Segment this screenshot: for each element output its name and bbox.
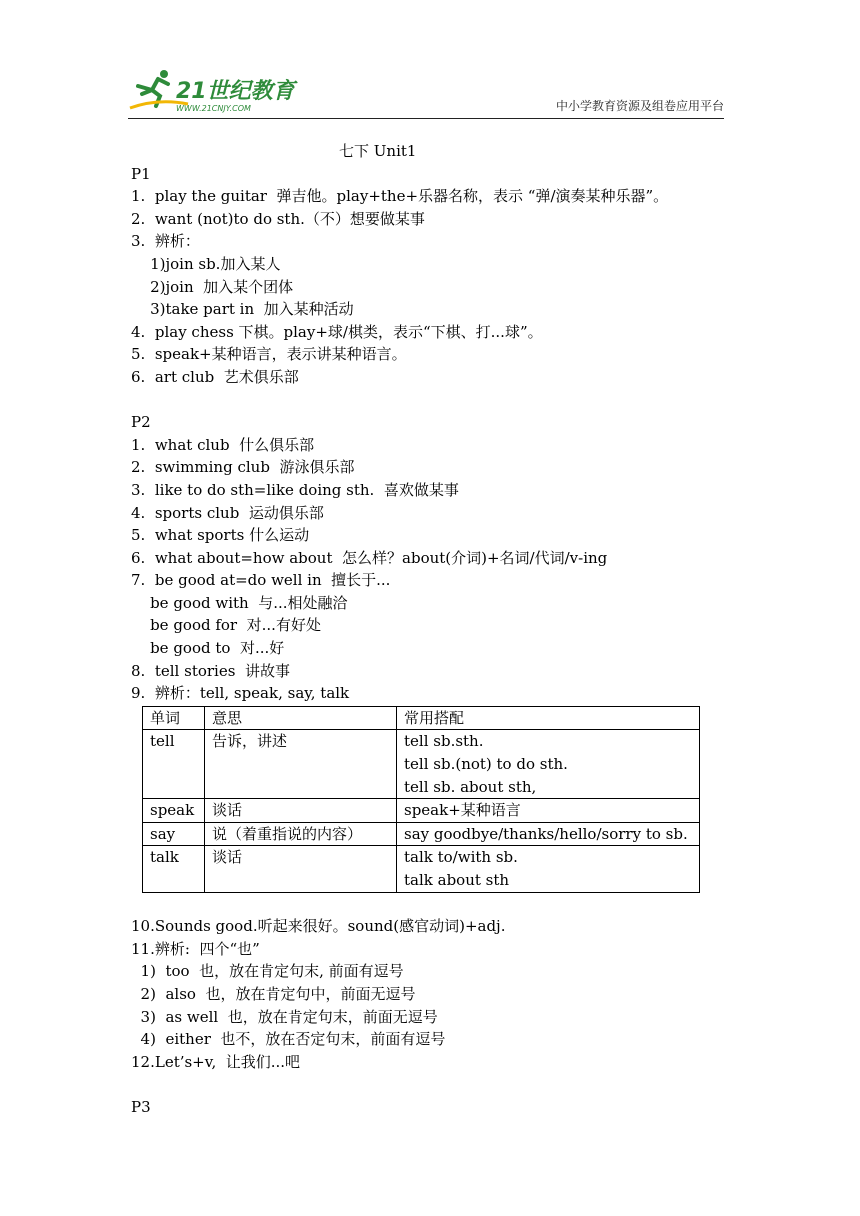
- text-line: 2) also 也，放在肯定句中，前面无逗号: [131, 984, 416, 1003]
- text-line: 7. be good at=do well in 擅长于...: [131, 571, 391, 590]
- usage-line: tell sb.sth.: [404, 732, 484, 751]
- text-line: 2)join 加入某个团体: [131, 277, 294, 296]
- document-body: [131, 140, 731, 1119]
- platform-name: 中小学教育资源及组卷应用平台: [555, 99, 724, 113]
- section-p1: [131, 185, 731, 388]
- svg-text:WWW.21CNJY.COM: WWW.21CNJY.COM: [176, 104, 251, 113]
- section-p2: [131, 434, 731, 705]
- cell-meaning: 说（着重指说的内容）: [205, 822, 397, 846]
- cell-meaning: 谈话: [205, 799, 397, 823]
- usage-line: tell sb.(not) to do sth.: [404, 755, 568, 774]
- spacer: [131, 893, 731, 916]
- cell-word: say: [143, 822, 205, 846]
- text-line: 3)take part in 加入某种活动: [131, 300, 354, 319]
- cell-usage: [397, 846, 700, 892]
- table-header-word: 单词: [143, 706, 205, 730]
- text-line: 3. 辨析：: [131, 232, 200, 251]
- logo-21cnjy: [128, 68, 298, 114]
- text-line: 1)join sb.加入某人: [131, 254, 281, 273]
- cell-word: talk: [143, 846, 205, 892]
- cell-meaning: 谈话: [205, 846, 397, 892]
- text-line: 12.Let’s+v, 让我们...吧: [131, 1052, 301, 1071]
- section-label-p2: P2: [131, 413, 151, 432]
- text-line: 1) too 也，放在肯定句末, 前面有逗号: [131, 962, 404, 981]
- text-line: be good to 对...好: [131, 639, 285, 658]
- text-line: 8. tell stories 讲故事: [131, 661, 290, 680]
- text-line: 9. 辨析：tell, speak, say, talk: [131, 684, 350, 703]
- usage-line: speak+某种语言: [404, 801, 521, 820]
- text-line: 3. like to do sth=like doing sth. 喜欢做某事: [131, 480, 459, 499]
- section-label-p1: P1: [131, 164, 151, 183]
- usage-line: tell sb. about sth,: [404, 777, 537, 796]
- text-line: 4. play chess 下棋。play+球/棋类，表示“下棋、打...球”。: [131, 322, 543, 341]
- text-line: 1. what club 什么俱乐部: [131, 435, 315, 454]
- page-header: [128, 66, 724, 119]
- table-row: [143, 799, 700, 823]
- spacer: [131, 389, 731, 412]
- text-line: 6. art club 艺术俱乐部: [131, 367, 299, 386]
- text-line: 11.辨析: 四个“也”: [131, 939, 260, 958]
- cell-meaning: 告诉，讲述: [205, 730, 397, 799]
- text-line: be good with 与...相处融洽: [131, 593, 348, 612]
- svg-text:21世纪教育: 21世纪教育: [176, 79, 295, 104]
- table-header-usage: 常用搭配: [397, 706, 700, 730]
- page-title: 七下 Unit1: [339, 142, 417, 160]
- cell-word: speak: [143, 799, 205, 823]
- vocab-comparison-table: [142, 706, 700, 893]
- section-label-p3: P3: [131, 1097, 151, 1116]
- usage-line: say goodbye/thanks/hello/sorry to sb.: [404, 824, 688, 843]
- text-line: 2. swimming club 游泳俱乐部: [131, 458, 355, 477]
- table-header-row: [143, 706, 700, 730]
- text-line: 3) as well 也，放在肯定句末，前面无逗号: [131, 1007, 438, 1026]
- text-line: 4) either 也不，放在否定句末，前面有逗号: [131, 1030, 446, 1049]
- text-line: 2. want (not)to do sth.（不）想要做某事: [131, 209, 425, 228]
- table-row: [143, 730, 700, 799]
- spacer: [131, 1073, 731, 1096]
- text-line: be good for 对...有好处: [131, 616, 321, 635]
- cell-usage: [397, 730, 700, 799]
- text-line: 10.Sounds good.听起来很好。sound(感官动词)+adj.: [131, 917, 506, 936]
- text-line: 5. what sports 什么运动: [131, 526, 310, 545]
- text-line: 1. play the guitar 弹吉他。play+the+乐器名称，表示 “弹/演奏某种乐器”。: [131, 187, 669, 206]
- table-header-meaning: 意思: [205, 706, 397, 730]
- table-row: [143, 846, 700, 892]
- cell-word: tell: [143, 730, 205, 799]
- text-line: 4. sports club 运动俱乐部: [131, 503, 324, 522]
- cell-usage: [397, 799, 700, 823]
- text-line: 5. speak+某种语言，表示讲某种语言。: [131, 345, 407, 364]
- text-line: 6. what about=how about 怎么样？about(介词)+名词/代词/v-ing: [131, 548, 608, 567]
- cell-usage: [397, 822, 700, 846]
- table-row: [143, 822, 700, 846]
- usage-line: talk about sth: [404, 871, 510, 889]
- usage-line: talk to/with sb.: [404, 848, 518, 867]
- section-p2-continued: [131, 915, 731, 1073]
